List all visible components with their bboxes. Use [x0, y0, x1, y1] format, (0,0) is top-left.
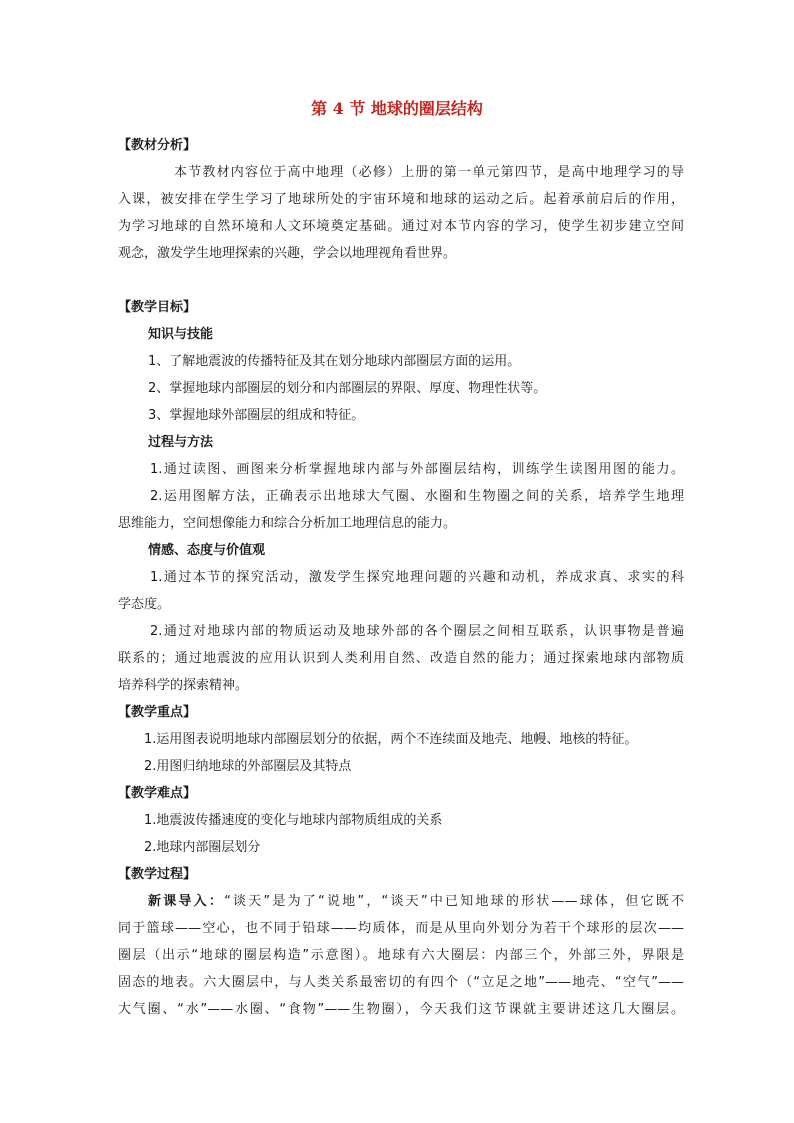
- paragraph-line: [118, 888, 684, 915]
- section-heading-difficulties: 【教学难点】: [118, 786, 197, 801]
- list-item: 2.运用图解方法，正确表示出地球大气圈、水圈和生物圈之间的关系，培养学生地理: [150, 489, 684, 504]
- subheading-knowledge: 知识与技能: [148, 327, 214, 342]
- intro-text: “谈天”是为了“说地”，“谈天”中已知地球的形状——球体，但它既不: [224, 894, 684, 909]
- paragraph-line: 观念，激发学生地理探索的兴趣，学会以地理视角看世界。: [118, 246, 457, 261]
- paragraph-line: 为学习地球的自然环境和人文环境奠定基础。通过对本节内容的学习，使学生初步建立空间: [118, 219, 684, 234]
- paragraph-line: 入课，被安排在学生学习了地球所处的宇宙环境和地球的运动之后。起着承前启后的作用，: [118, 192, 684, 207]
- paragraph-line: 本节教材内容位于高中地理（必修）上册的第一单元第四节，是高中地理学习的导: [174, 165, 684, 180]
- list-item: 1、了解地震波的传播特征及其在划分地球内部圈层方面的运用。: [148, 354, 521, 369]
- subheading-emotion: 情感、态度与价值观: [148, 543, 266, 558]
- paragraph-line: 固态的地表。六大圈层中，与人类关系最密切的有四个（“立足之地”——地壳、“空气”——: [118, 975, 684, 990]
- list-item: 1.通过读图、画图来分析掌握地球内部与外部圈层结构，训练学生读图用图的能力。: [150, 462, 684, 477]
- section-heading-process: 【教学过程】: [118, 867, 197, 882]
- spacer: [118, 267, 684, 294]
- list-item: 思维能力，空间想像能力和综合分析加工地理信息的能力。: [118, 516, 457, 531]
- list-item: 2.地球内部圈层划分: [144, 840, 261, 855]
- list-item: 学态度。: [118, 597, 171, 612]
- section-heading-key-points: 【教学重点】: [118, 705, 197, 720]
- list-item: 2、掌握地球内部圈层的划分和内部圈层的界限、厚度、物理性状等。: [148, 381, 547, 396]
- section-heading-goals: 【教学目标】: [118, 300, 197, 315]
- list-item: 联系的；通过地震波的应用认识到人类利用自然、改造自然的能力；通过探索地球内部物质: [118, 651, 684, 666]
- paragraph-line: 大气圈、“水”——水圈、“食物”——生物圈），今天我们这节课就主要讲述这几大圈层。: [118, 1002, 684, 1017]
- section-heading-analysis: 【教材分析】: [118, 138, 197, 153]
- list-item: 3、掌握地球外部圈层的组成和特征。: [148, 408, 365, 423]
- list-item: 1.运用图表说明地球内部圈层划分的依据，两个不连续面及地壳、地幔、地核的特征。: [144, 732, 638, 747]
- list-item: 1.地震波传播速度的变化与地球内部物质组成的关系: [144, 813, 443, 828]
- subheading-process: 过程与方法: [148, 435, 214, 450]
- list-item: 2.通过对地球内部的物质运动及地球外部的各个圈层之间相互联系，认识事物是普遍: [150, 624, 684, 639]
- intro-label: 新课导入：: [148, 894, 225, 909]
- list-item: 1.通过本节的探究活动，激发学生探究地理问题的兴趣和动机，养成求真、求实的科: [150, 570, 684, 585]
- paragraph-line: 同于篮球——空心，也不同于铅球——均质体，而是从里向外划分为若干个球形的层次——: [118, 921, 684, 936]
- page-title: 第 4 节 地球的圈层结构: [311, 99, 483, 118]
- document-body: [118, 132, 684, 1023]
- paragraph-line: 圈层（出示“地球的圈层构造”示意图）。地球有六大圈层：内部三个，外部三外，界限是: [118, 948, 684, 963]
- list-item: 培养科学的探索精神。: [118, 678, 249, 693]
- list-item: 2.用图归纳地球的外部圈层及其特点: [144, 759, 352, 774]
